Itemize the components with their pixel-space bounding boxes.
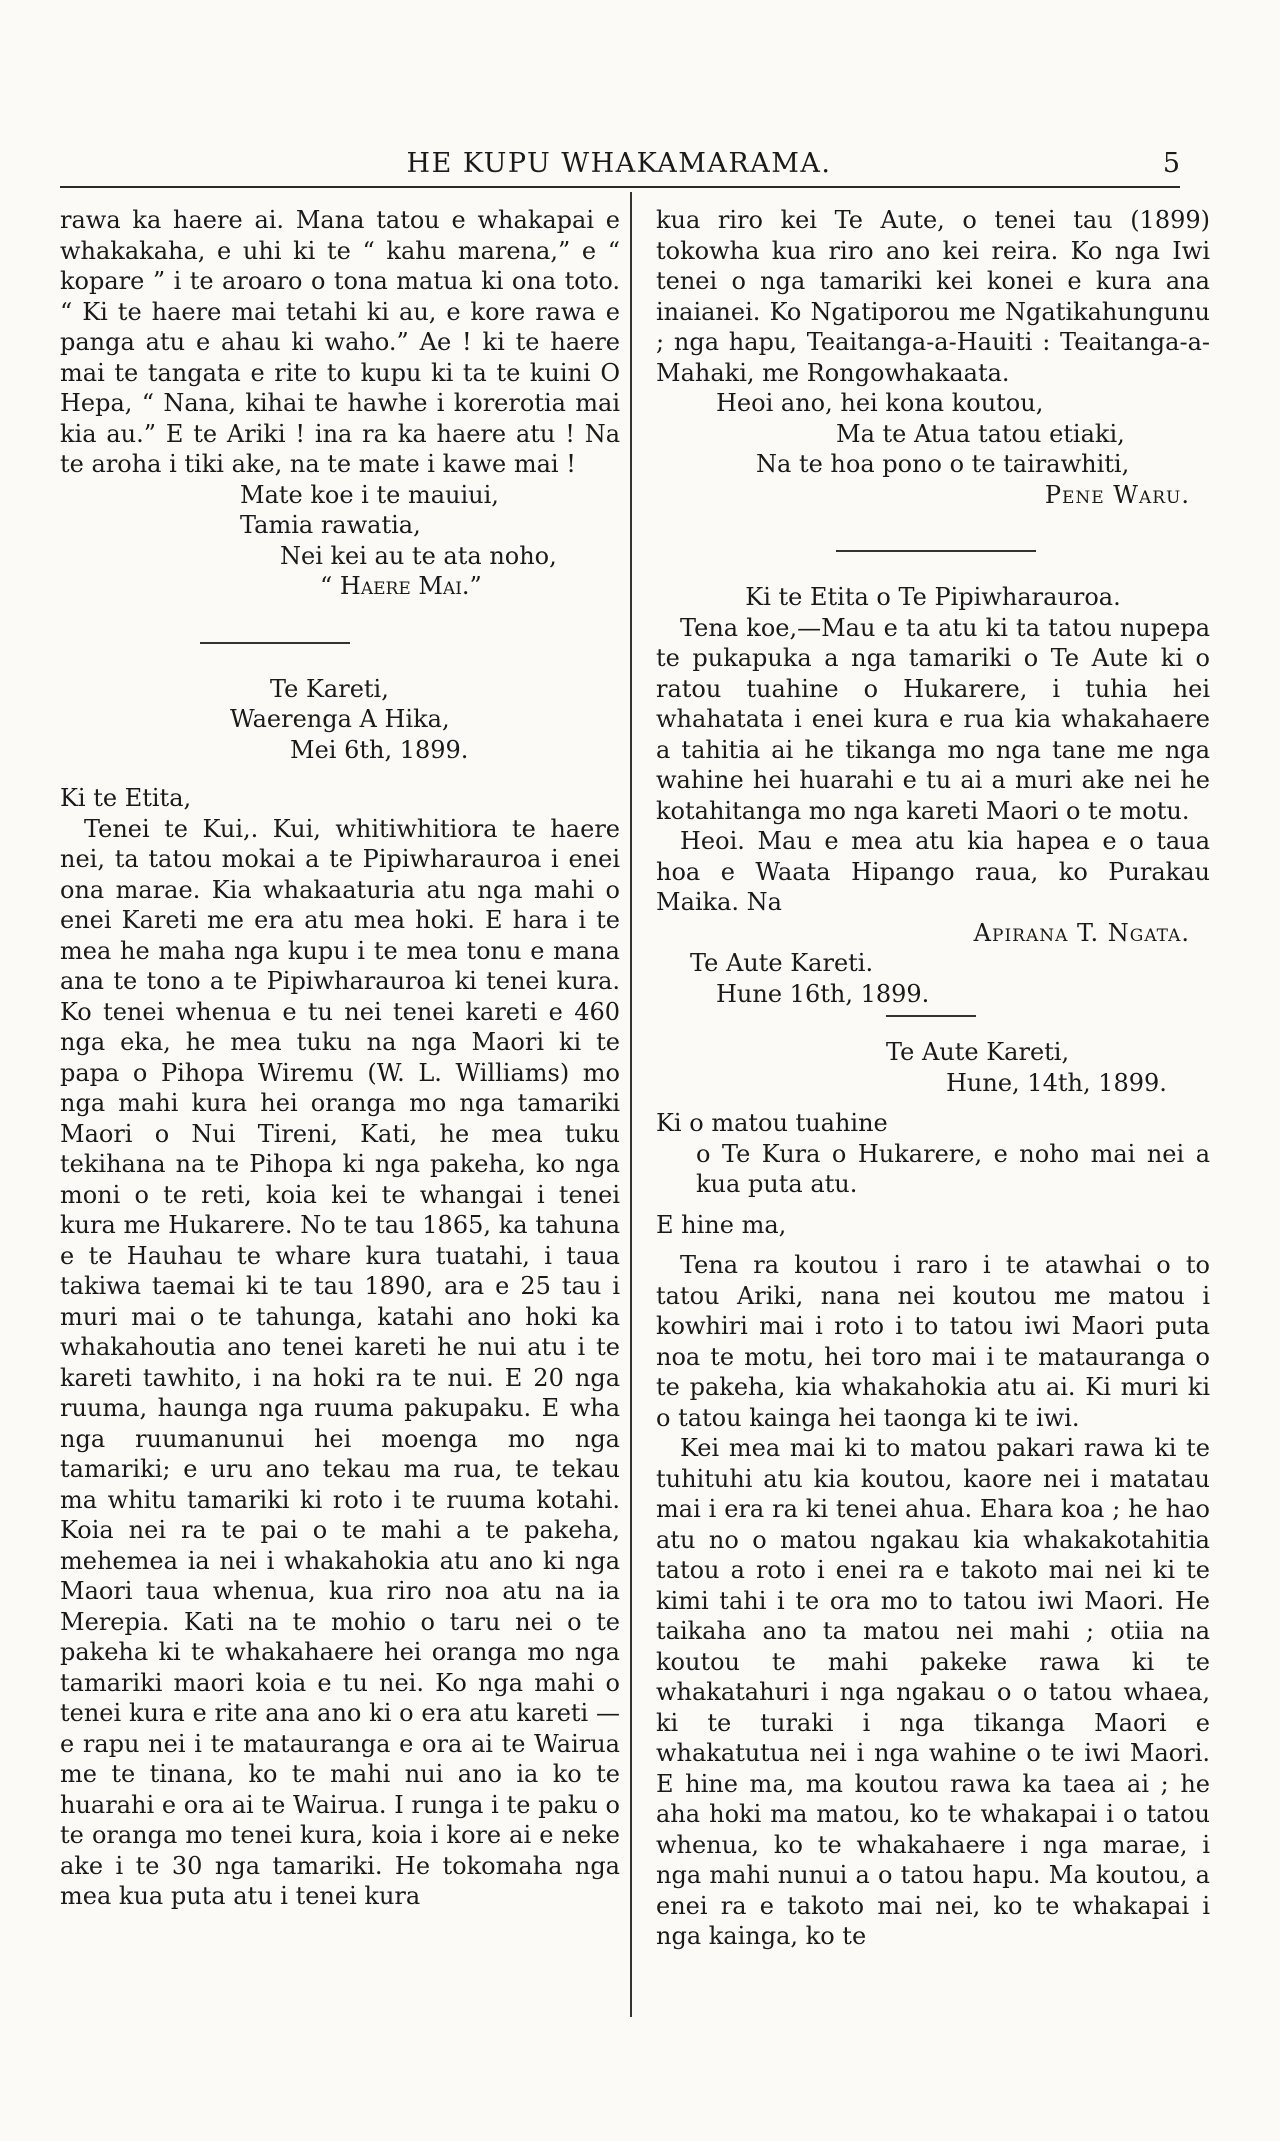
left-column <box>60 205 620 1912</box>
poem-line: Nei kei au te ata noho, <box>280 541 557 570</box>
letter-address <box>60 674 620 766</box>
greeting: E hine ma, <box>656 1210 787 1239</box>
address-line: Te Kareti, <box>270 674 389 703</box>
letter-address <box>656 1037 1210 1098</box>
signature: Pene Waru. <box>1044 480 1190 509</box>
section-rule <box>200 642 350 644</box>
letter-paragraph: Kei mea mai ki to matou pakari rawa ki te tuhituhi atu kia koutou, kaore nei i matatau mai i era ra ki tenei ahua. Ehara koa ; he hao atu no o matou ngakau kia whakakotahitia tatou a roto i enei ra e takoto mai nei ki te kimi tahi i te ora mo to tatou iwi Maori. He taikaha ano ta matou nei mahi ; otiia na koutou te mahi pakeke rawa ki te whakatahuri i nga ngakau o o tatou whaea, ki te turaki i nga tikanga Maori e whakatutua nei i nga wahine o te iwi Maori. E hine ma, ma koutou rawa ka taea ai ; he aha hoki ma matou, ko te whakapai i o tatou whenua, ko te whakahaere i nga marae, i nga mahi nunui a o tatou hapu. Ma koutou, a enei ra e takoto mai nei, ko te whakapai i nga kainga, ko te <box>656 1434 1210 1950</box>
right-column <box>656 205 1210 1952</box>
poem <box>60 480 620 602</box>
letter-paragraph: Tena ra koutou i raro i te atawhai o to tatou Ariki, nana nei koutou me matou i kowhiri mai i roto i to tatou iwi Maori puta noa te motu, hei toro mai i te matauranga o te pakeha, kia whakahokia atu ai. Ki muri ki o tatou kainga hei taonga ki te iwi. <box>656 1251 1210 1432</box>
poem-line: Mate koe i te mauiui, <box>240 480 499 509</box>
closing-line: Na te hoa pono o te tairawhiti, <box>756 450 1130 478</box>
addressee-detail: o Te Kura o Hukarere, e noho mai nei a kua puta atu. <box>696 1139 1210 1198</box>
page-header <box>58 148 1180 180</box>
column-divider <box>630 192 632 2017</box>
continuation-paragraph: kua riro kei Te Aute, o tenei tau (1899) tokowha kua riro ano kei reira. Ko nga Iwi tenei o nga tamariki kei konei e kura ana inaianei. Ko Ngatiporou me Ngatikahungunu ; nga hapu, Teaitanga-a-Hauiti : Teaitanga-a-Mahaki, me Rongowhakaata. <box>656 206 1210 387</box>
addressee: Ki o matou tuahine <box>656 1109 888 1137</box>
intro-paragraph: rawa ka haere ai. Mana tatou e whakapai e whakakaha, e uhi ki te “ kahu marena,” e “ kopare ” i te aroaro o tona matua ki ona toto. “ Ki te haere mai tetahi ki au, e kore rawa e panga atu e ahau ki waho.” Ae ! ki te haere mai te tangata e rite to kupu ki ta te kuini O Hepa, “ Nana, kihai te hawhe i korerotia mai kia au.” E te Ariki ! ina ra ka haere atu ! Na te aroha i tiki ake, na te mate i kawe mai ! <box>60 206 620 478</box>
section-rule <box>836 550 1036 552</box>
salutation: Ki te Etita, <box>60 784 192 812</box>
letter-body: Tena koe,—Mau e ta atu ki ta tatou nupepa te pukapuka a nga tamariki o Te Aute ki o ratou tuahine o Hukarere, i tuhia hei whahatata i enei kura e rua kia whakahaere a tahitia ai he tikanga mo nga tane me nga wahine hei huarahi e tu ai a muri ake nei he kotahitanga mo nga kareti Maori o te motu. <box>656 613 1210 825</box>
letter-close: Heoi. Mau e mea atu kia hapea e o taua hoa e Waata Hipango raua, ko Purakau Maika. Na <box>656 827 1210 916</box>
address-line: Hune, 14th, 1899. <box>946 1068 1167 1097</box>
letter-date: Hune 16th, 1899. <box>716 979 930 1008</box>
letter-place: Te Aute Kareti. <box>690 949 874 977</box>
letter-heading: Ki te Etita o Te Pipiwharauroa. <box>745 583 1121 611</box>
page-number: 5 <box>1162 148 1180 179</box>
section-rule <box>886 1015 976 1017</box>
poem-line: “ Haere Mai.” <box>320 572 482 600</box>
address-line: Waerenga A Hika, <box>230 705 450 733</box>
signature: Apirana T. Ngata. <box>973 918 1190 947</box>
address-line: Te Aute Kareti, <box>886 1038 1070 1066</box>
poem-line: Tamia rawatia, <box>240 511 421 539</box>
closing-line: Ma te Atua tatou etiaki, <box>836 419 1125 448</box>
closing <box>656 388 1210 480</box>
closing-line: Heoi ano, hei kona koutou, <box>716 389 1044 417</box>
header-rule <box>60 186 1180 188</box>
letter-body: Tenei te Kui,. Kui, whitiwhitiora te haere nei, ta tatou mokai a te Pipiwharauroa i enei ona marae. Kia whakaaturia atu nga mahi o enei Kareti me era atu mea hoki. E hara i te mea he maha nga kupu i te mea tonu e mana ana te tono a te Pipiwharauroa ki tenei kura. Ko tenei whenua e tu nei tenei kareti e 460 nga eka, he mea tuku na nga Maori ki te papa o Pihopa Wiremu (W. L. Williams) mo nga mahi kura hei oranga mo nga tamariki Maori o Nui Tireni, Kati, he mea tuku tekihana na te Pihopa ki nga pakeha, ko nga moni o te reti, koia kei te whangai i tenei kura me Hukarere. No te tau 1865, ka tahuna e te Hauhau te whare kura tuatahi, i taua takiwa taemai ki te tau 1890, ara e 25 tau i muri mai o te tahunga, katahi ano hoki ka whakahoutia ano tenei kareti he nui atu i te kareti tawhito, i na hoki ra te nui. E 20 nga ruuma, haunga nga ruuma pakupaku. E wha nga ruumanunui hei moenga mo nga tamariki; e uru ano tekau ma rua, te tekau ma whitu tamariki ki roto i te ruuma kotahi. Koia nei ra te pai o te mahi a te pakeha, mehemea ia nei i whakahokia atu ano ki nga Maori taua whenua, kua riro noa atu na ia Merepia. Kati na te mohio o taru nei o te pakeha ki te whakahaere hei oranga mo nga tamariki maori koia e tu nei. Ko nga mahi o tenei kura e rite ana ano ki o era atu kareti —e rapu nei i te matauranga e ora ai te Wairua me te tinana, ko te mahi nui ano ia ko te huarahi e ora ai te Wairua. I runga i te paku o te oranga mo tenei kura, koia i kore ai e neke ake i te 30 nga tamariki. He tokomaha nga mea kua puta atu i tenei kura <box>60 814 620 1910</box>
running-title: HE KUPU WHAKAMARAMA. <box>406 148 832 179</box>
address-line: Mei 6th, 1899. <box>290 735 469 764</box>
